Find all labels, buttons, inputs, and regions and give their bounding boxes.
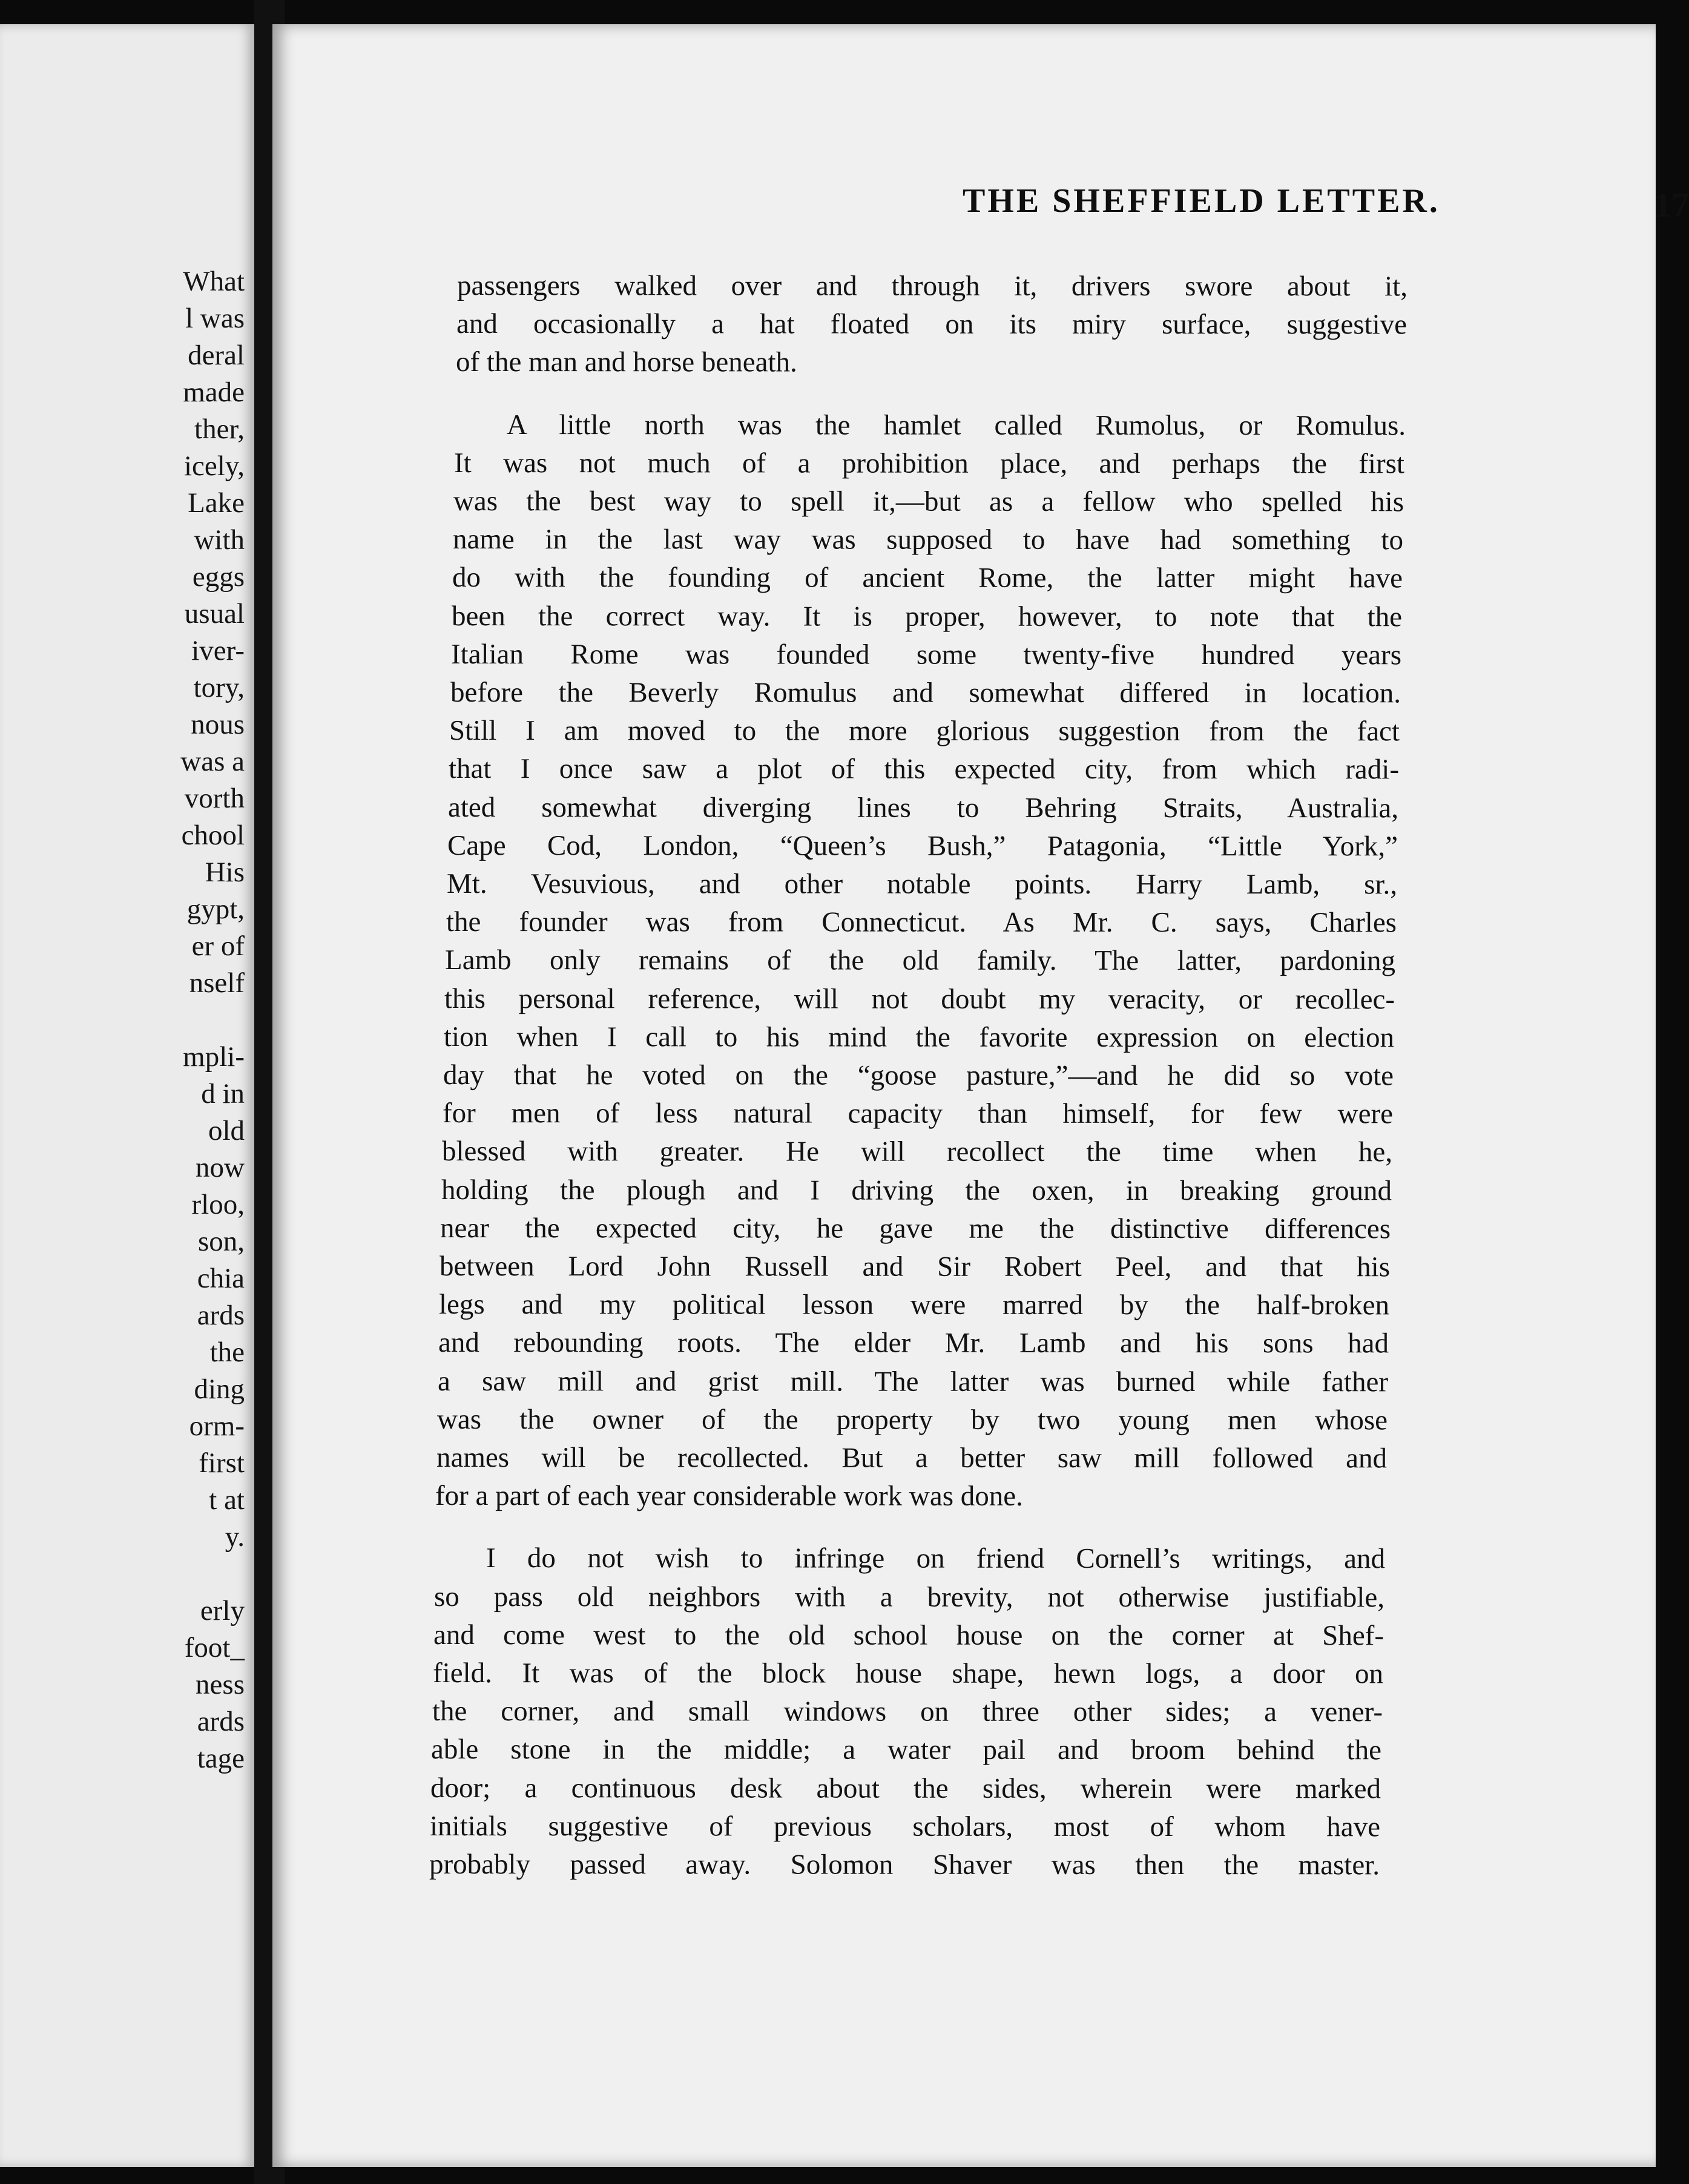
previous-page-line: nous <box>191 709 245 740</box>
text-line: so pass old neighbors with a brevity, not otherwise justifiable, <box>434 1580 1385 1613</box>
previous-page-line: made <box>183 377 245 408</box>
text-line: before the Beverly Romulus and somewhat differed in location. <box>450 677 1401 709</box>
text-line: door; a continuous desk about the sides, wherein were marked <box>430 1772 1381 1804</box>
book-page <box>272 24 1689 2167</box>
text-line: It was not much of a prohibition place, and perhaps the first <box>454 447 1405 480</box>
previous-page-line: chool <box>181 820 245 851</box>
text-line: passengers walked over and through it, drivers swore about it, <box>456 270 1408 303</box>
previous-page-line: first <box>199 1447 245 1479</box>
previous-page-line: ards <box>197 1706 245 1737</box>
previous-page-line: ness <box>196 1669 245 1700</box>
previous-page-line: deral <box>188 340 245 371</box>
previous-page-line: t at <box>209 1484 245 1516</box>
text-line: ated somewhat diverging lines to Behring Straits, Australia, <box>448 791 1399 824</box>
previous-page-line: What <box>183 266 245 297</box>
previous-page-line: ding <box>194 1373 245 1405</box>
previous-page-line: l was <box>185 303 245 334</box>
text-line: the corner, and small windows on three other sides; a vener- <box>432 1696 1383 1728</box>
text-line: initials suggestive of previous scholars, most of whom have <box>430 1810 1381 1843</box>
previous-page-line <box>180 1002 245 1039</box>
text-line: a saw mill and grist mill. The latter was burned while father <box>437 1365 1388 1398</box>
text-line: name in the last way was supposed to have had something to <box>453 524 1404 556</box>
previous-page-line: erly <box>200 1595 245 1626</box>
text-line: for a part of each year considerable work was done. <box>435 1480 1024 1513</box>
previous-page-line: old <box>208 1115 245 1146</box>
previous-page-line: rloo, <box>191 1189 245 1220</box>
text-line: and occasionally a hat floated on its miry surface, suggestive <box>456 308 1407 341</box>
text-line: do with the founding of ancient Rome, the latter might have <box>452 562 1403 594</box>
previous-page-line: y. <box>225 1521 245 1553</box>
previous-page-line: with <box>194 524 245 556</box>
previous-page-line: mpli- <box>183 1041 245 1073</box>
text-line: legs and my political lesson were marred by the half-broken <box>439 1289 1390 1321</box>
text-line: probably passed away. Solomon Shaver was then the master. <box>429 1849 1380 1881</box>
previous-page-line: chia <box>197 1263 245 1294</box>
previous-page-line: ther, <box>194 413 245 445</box>
previous-page-line: tage <box>197 1743 245 1774</box>
text-line: was the owner of the property by two young men whose <box>436 1403 1388 1436</box>
text-line: holding the plough and I driving the oxen, in breaking ground <box>441 1174 1392 1206</box>
text-line: I do not wish to infringe on friend Cornell’s writings, and <box>486 1542 1386 1575</box>
text-line: of the man and horse beneath. <box>455 346 797 378</box>
text-line: the founder was from Connecticut. As Mr. C. says, Charles <box>446 906 1397 939</box>
text-line: was the best way to spell it,—but as a fellow who spelled his <box>453 485 1404 518</box>
previous-page-line: usual <box>184 598 245 630</box>
previous-page-line: son, <box>197 1226 245 1257</box>
previous-page-line: ards <box>197 1300 245 1331</box>
previous-page-line: d in <box>201 1078 245 1110</box>
previous-page-line: gypt, <box>186 893 245 925</box>
text-line: day that he voted on the “goose pasture,”—and he did so vote <box>443 1059 1394 1092</box>
previous-page-line: foot_ <box>184 1632 245 1663</box>
text-line: blessed with greater. He will recollect the time when he, <box>441 1136 1392 1168</box>
previous-page-line: the <box>209 1337 245 1368</box>
text-line: near the expected city, he gave me the distinctive differences <box>440 1212 1391 1245</box>
text-line: tion when I call to his mind the favorite expression on election <box>444 1021 1395 1054</box>
previous-page-line: nself <box>189 967 245 999</box>
text-line: and come west to the old school house on the corner at Shef- <box>433 1619 1384 1652</box>
text-line: Mt. Vesuvious, and other notable points. Harry Lamb, sr., <box>446 868 1397 901</box>
text-line: Still I am moved to the more glorious suggestion from the fact <box>449 715 1400 748</box>
previous-page-line: now <box>196 1152 245 1183</box>
running-head: THE SHEFFIELD LETTER. <box>963 182 1440 220</box>
previous-page-edge <box>0 24 254 2167</box>
text-line: that I once saw a plot of this expected city, from which radi- <box>449 753 1400 786</box>
text-line: Cape Cod, London, “Queen’s Bush,” Patagonia, “Little York,” <box>447 829 1398 863</box>
previous-page-line: Lake <box>188 487 245 519</box>
previous-page-line: orm- <box>189 1410 245 1442</box>
previous-page-line: was a <box>180 746 245 777</box>
previous-page-text <box>180 263 245 1777</box>
text-line: this personal reference, will not doubt my veracity, or recollec- <box>444 982 1395 1015</box>
text-line: and rebounding roots. The elder Mr. Lamb and his sons had <box>438 1327 1389 1360</box>
text-line: for men of less natural capacity than himself, for few were <box>442 1097 1393 1130</box>
text-line: Lamb only remains of the old family. The latter, pardoning <box>445 944 1396 977</box>
page-number: 17 <box>1654 185 1689 225</box>
previous-page-line: iver- <box>191 635 245 666</box>
previous-page-line: er of <box>191 930 245 962</box>
text-line: able stone in the middle; a water pail and broom behind the <box>431 1734 1382 1766</box>
previous-page-line <box>180 1556 245 1593</box>
previous-page-line: tory, <box>193 672 245 703</box>
previous-page-line: His <box>205 857 245 888</box>
text-line: between Lord John Russell and Sir Robert Peel, and that his <box>440 1251 1391 1283</box>
text-line: A little north was the hamlet called Rumolus, or Romulus. <box>506 409 1406 441</box>
previous-page-line: vorth <box>184 783 245 814</box>
text-line: Italian Rome was founded some twenty-five hundred years <box>450 638 1401 671</box>
text-line: been the correct way. It is proper, however, to note that the <box>451 600 1402 633</box>
previous-page-line: icely, <box>183 450 245 482</box>
text-line: field. It was of the block house shape, hewn logs, a door on <box>432 1657 1383 1690</box>
previous-page-line: eggs <box>192 561 245 593</box>
text-line: names will be recollected. But a better saw mill followed and <box>436 1442 1387 1475</box>
